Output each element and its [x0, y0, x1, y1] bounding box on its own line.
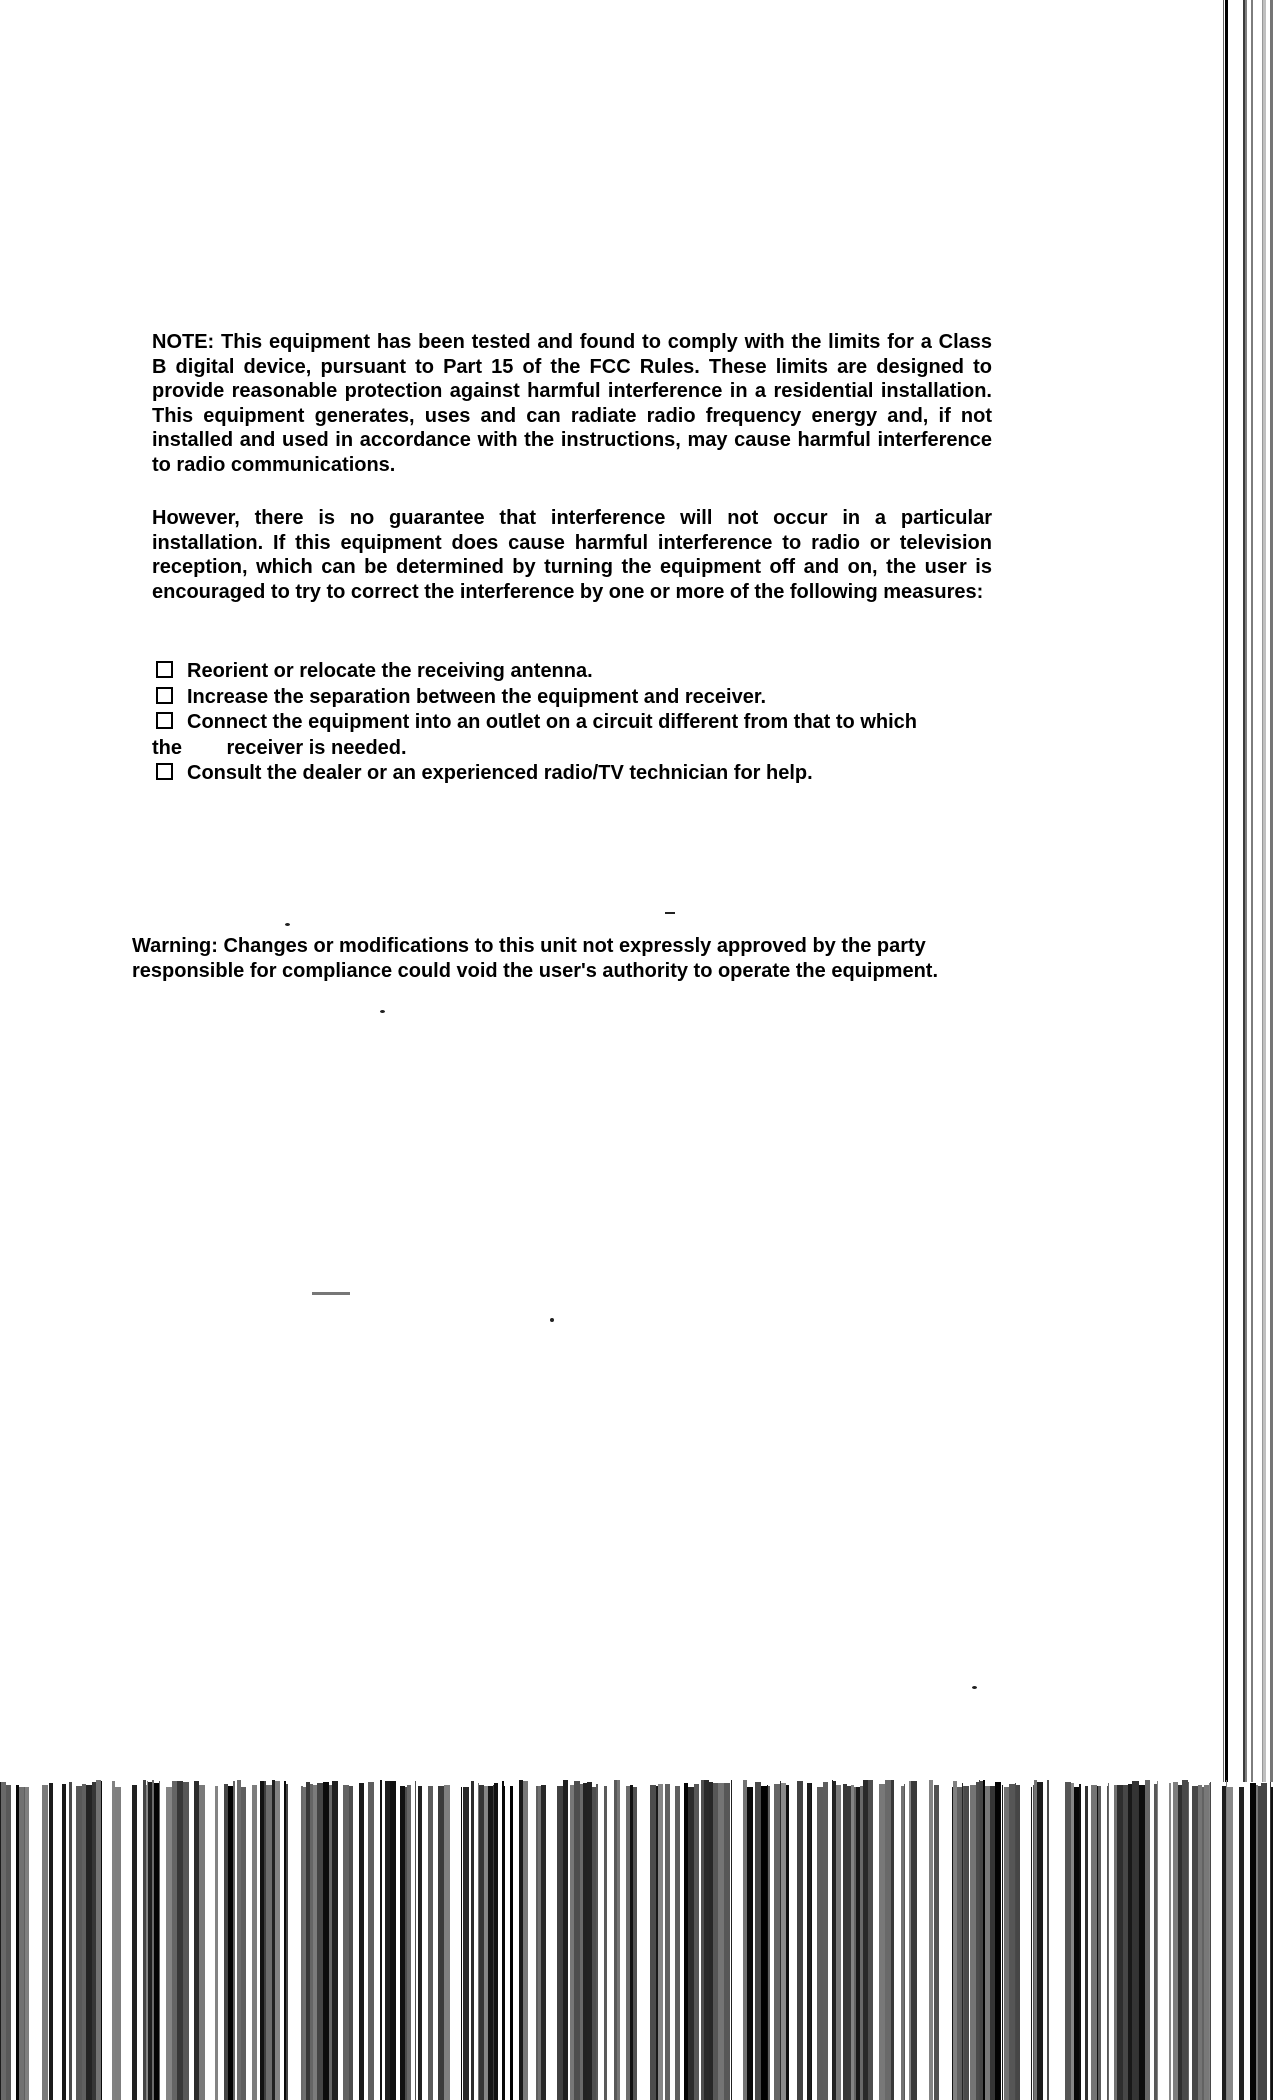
scan-noise-line	[718, 1783, 724, 2100]
scan-noise-line	[332, 1781, 338, 2100]
measure-text: Increase the separation between the equipment and receiver.	[187, 685, 767, 708]
scan-noise-line	[851, 1785, 854, 2100]
scan-noise-line	[587, 1782, 592, 2100]
scan-noise-line	[493, 1785, 494, 2100]
scan-noise-line	[199, 1785, 205, 2100]
scan-noise-line	[768, 1786, 770, 2100]
scan-noise-line	[275, 1781, 280, 2100]
scan-noise-line	[0, 1782, 1, 2100]
scan-noise-line	[313, 1785, 317, 2100]
scan-noise-line	[856, 1787, 860, 2100]
scan-noise-line	[786, 1785, 789, 2100]
scan-noise-line	[1145, 1780, 1150, 2100]
checkbox-square-icon	[156, 712, 173, 729]
scan-noise-line	[626, 1786, 630, 2100]
scan-noise-line	[879, 1784, 885, 2100]
scan-noise-line	[934, 1785, 939, 2100]
scan-noise-line	[1128, 1784, 1132, 2100]
checkbox-square-icon	[156, 687, 173, 704]
scan-noise-line	[1173, 1782, 1178, 2100]
checkbox-square-icon	[156, 661, 173, 678]
scan-noise-line	[1034, 1780, 1037, 2100]
scan-noise-line	[1204, 1785, 1209, 2100]
scan-noise-line	[418, 1786, 422, 2100]
scan-noise-line	[143, 1780, 146, 2100]
scan-noise-line	[368, 1782, 374, 2100]
scan-noise-line	[755, 1782, 761, 2100]
scan-noise-line	[985, 1786, 990, 2100]
scan-noise-line	[62, 1784, 66, 2100]
scan-noise-line	[953, 1781, 957, 2100]
scan-noise-line	[19, 1787, 24, 2100]
scan-noise-line	[148, 1782, 152, 2100]
scan-noise-line	[604, 1786, 607, 2100]
scan-noise-line	[86, 1785, 92, 2100]
measures-list	[152, 659, 992, 787]
scan-noise-line	[444, 1785, 450, 2100]
scan-noise-line	[1108, 1783, 1109, 2100]
scan-noise-line	[650, 1785, 656, 2100]
however-paragraph: However, there is no guarantee that interference will not occur in a particular installation. If this equipment does cause harmful interference to radio or television reception, which can be determined by turning the equipment off and on, the user is encouraged to try to correct the interference by one or more of the following measures:	[152, 507, 992, 603]
scan-noise-line	[317, 1783, 323, 2100]
scan-speck	[312, 1292, 350, 1295]
scan-noise-line	[995, 1782, 1001, 2100]
scan-noise-line	[241, 1787, 246, 2100]
scan-noise-line	[963, 1786, 964, 2100]
scan-noise-line	[836, 1785, 841, 2100]
scan-noise-line	[743, 1780, 747, 2100]
measure-item	[152, 761, 992, 787]
checkbox-square-icon	[156, 763, 173, 780]
scan-noise-line	[911, 1781, 917, 2100]
scan-noise-line	[854, 1787, 856, 2100]
scan-noise-line	[1227, 1787, 1233, 2100]
scan-noise-line	[272, 1780, 275, 2100]
scan-noise-line	[488, 1786, 493, 2100]
scan-bottom-noise	[0, 1760, 1273, 2100]
scan-noise-line	[633, 1787, 637, 2100]
scan-speck	[550, 1318, 554, 1322]
scan-noise-line	[970, 1785, 976, 2100]
scan-noise-line	[583, 1783, 587, 2100]
measure-item	[152, 685, 992, 711]
scan-noise-line	[407, 1785, 411, 2100]
scan-noise-line	[952, 1787, 953, 2100]
scan-noise-line	[405, 1787, 407, 2100]
scan-noise-line	[479, 1785, 484, 2100]
measure-text: Reorient or relocate the receiving antenna.	[187, 660, 593, 682]
scan-noise-line	[832, 1780, 833, 2100]
scan-noise-line	[1, 1782, 6, 2100]
scan-noise-line	[504, 1786, 505, 2100]
scan-noise-line	[797, 1781, 803, 2100]
scan-speck	[972, 1686, 977, 1689]
warning-paragraph: Warning: Changes or modifications to this unit not expressly approved by the party responsible for compliance could void the user's authority to operate the equipment.	[132, 935, 938, 982]
scan-noise-line	[1138, 1781, 1139, 2100]
scan-noise-line	[1117, 1785, 1123, 2100]
scan-noise-line	[1222, 1786, 1226, 2100]
scan-noise-line	[224, 1784, 228, 2100]
scan-noise-line	[563, 1780, 568, 2100]
scan-noise-line	[665, 1784, 670, 2100]
scan-noise-line	[152, 1780, 154, 2100]
scan-noise-line	[1239, 1787, 1244, 2100]
scan-noise-line	[1009, 1784, 1015, 2100]
measure-text: Connect the equipment into an outlet on a circuit different from that to which the receiver is needed.	[152, 711, 917, 759]
scan-noise-line	[713, 1783, 714, 2100]
scan-speck	[285, 923, 290, 926]
scan-noise-line	[1091, 1785, 1097, 2100]
scan-noise-line	[817, 1787, 823, 2100]
scan-noise-line	[1157, 1781, 1158, 2100]
scan-noise-line	[709, 1782, 713, 2100]
scan-noise-line	[42, 1785, 48, 2100]
scan-noise-line	[807, 1783, 811, 2100]
scan-noise-line	[264, 1781, 266, 2100]
scan-noise-line	[675, 1786, 680, 2100]
scan-noise-line	[656, 1786, 658, 2100]
scan-noise-line	[980, 1781, 983, 2100]
scan-noise-line	[1097, 1786, 1098, 2100]
scan-noise-line	[1002, 1785, 1003, 2100]
scan-noise-line	[301, 1786, 303, 2100]
scan-noise-line	[24, 1787, 25, 2100]
scan-noise-line	[780, 1781, 781, 2100]
scan-noise-line	[1098, 1786, 1101, 2100]
measure-item	[152, 659, 992, 685]
scan-noise-line	[847, 1786, 851, 2100]
scan-noise-line	[570, 1785, 574, 2100]
scan-noise-line	[596, 1784, 598, 2100]
scan-noise-line	[172, 1781, 177, 2100]
scan-noise-line	[1065, 1782, 1071, 2100]
measure-text: Consult the dealer or an experienced radio/TV technician for help.	[187, 762, 813, 784]
scan-noise-line	[843, 1784, 847, 2100]
scan-noise-line	[1071, 1783, 1074, 2100]
scan-noise-line	[415, 1781, 416, 2100]
scan-noise-line	[714, 1783, 718, 2100]
scan-noise-line	[284, 1781, 286, 2100]
scan-noise-line	[774, 1784, 780, 2100]
scan-noise-line	[194, 1781, 199, 2100]
scan-noise-line	[957, 1787, 962, 2100]
note-paragraph: NOTE: This equipment has been tested and found to comply with the limits for a Class B digital device, pursuant to Part 15 of the FCC Rules. These limits are designed to provide reasonable protection against harmful interference in a residential installation. This equipment generates, uses and can radiate radio frequency energy and, if not installed and used in accordance with the instructions, may cause harmful interference to radio communications.	[152, 331, 992, 476]
scan-noise-line	[6, 1785, 11, 2100]
scan-noise-line	[25, 1787, 29, 2100]
scan-noise-line	[1182, 1780, 1188, 2100]
scan-noise-line	[1016, 1785, 1020, 2100]
scan-noise-line	[1085, 1786, 1088, 2100]
scan-noise-line	[1169, 1783, 1171, 2100]
scan-noise-line	[1107, 1786, 1108, 2100]
scan-noise-line	[747, 1787, 753, 2100]
scan-noise-line	[630, 1785, 633, 2100]
scan-noise-line	[1250, 1783, 1256, 2100]
scan-noise-line	[658, 1784, 663, 2100]
scan-noise-line	[1202, 1787, 1204, 2100]
scan-noise-line	[1258, 1786, 1261, 2100]
scan-noise-line	[1226, 1780, 1227, 2100]
scan-noise-line	[592, 1787, 596, 2100]
scan-noise-line	[96, 1780, 101, 2100]
scan-noise-line	[502, 1781, 504, 2100]
scan-noise-line	[1004, 1787, 1009, 2100]
scan-noise-line	[166, 1787, 172, 2100]
scan-noise-line	[1270, 1782, 1271, 2100]
scan-noise-line	[1256, 1785, 1258, 2100]
scan-noise-line	[154, 1783, 159, 2100]
scan-noise-line	[343, 1785, 349, 2100]
scan-noise-line	[115, 1787, 121, 2100]
scan-noise-line	[781, 1783, 786, 2100]
scan-noise-line	[101, 1781, 102, 2100]
scan-noise-line	[1074, 1787, 1079, 2100]
scan-noise-line	[901, 1786, 904, 2100]
scan-noise-line	[323, 1782, 329, 2100]
scan-noise-line	[132, 1785, 137, 2100]
scan-noise-line	[286, 1784, 288, 2100]
scan-noise-line	[811, 1783, 812, 2100]
scan-noise-line	[976, 1782, 979, 2100]
scan-noise-line	[310, 1784, 313, 2100]
scan-noise-line	[1123, 1785, 1128, 2100]
scan-noise-line	[823, 1782, 828, 2100]
scan-noise-line	[684, 1783, 688, 2100]
scan-noise-line	[471, 1781, 474, 2100]
scan-noise-line	[159, 1781, 160, 2100]
scan-noise-line	[400, 1786, 405, 2100]
scan-noise-line	[614, 1780, 617, 2100]
scan-noise-line	[1132, 1781, 1138, 2100]
scan-noise-line	[428, 1786, 433, 2100]
scan-noise-line	[983, 1780, 985, 2100]
scan-noise-line	[1033, 1785, 1034, 2100]
scan-noise-line	[860, 1786, 863, 2100]
scan-noise-line	[731, 1780, 732, 2100]
scan-noise-line	[306, 1782, 310, 2100]
scan-noise-line	[266, 1785, 272, 2100]
scan-noise-line	[228, 1786, 233, 2100]
scan-noise-line	[761, 1786, 767, 2100]
scan-noise-line	[359, 1783, 364, 2100]
scan-noise-line	[463, 1787, 469, 2100]
scan-noise-line	[891, 1780, 894, 2100]
scan-noise-line	[1210, 1782, 1211, 2100]
scan-noise-line	[1154, 1784, 1157, 2100]
scan-noise-line	[510, 1786, 513, 2100]
scan-noise-line	[519, 1780, 523, 2100]
scan-noise-line	[494, 1783, 498, 2100]
scan-noise-line	[833, 1781, 836, 2100]
scan-noise-line	[541, 1785, 546, 2100]
scan-noise-line	[701, 1780, 704, 2100]
scan-noise-line	[177, 1781, 183, 2100]
scan-noise-line	[909, 1781, 911, 2100]
scan-noise-line	[1114, 1785, 1117, 2100]
scan-noise-line	[1178, 1785, 1182, 2100]
scan-noise-line	[303, 1787, 306, 2100]
scan-noise-line	[260, 1781, 264, 2100]
scan-noise-line	[694, 1784, 699, 2100]
scan-noise-line	[16, 1785, 19, 2100]
scan-noise-line	[147, 1781, 148, 2100]
scan-noise-line	[438, 1786, 444, 2100]
scan-noise-line	[349, 1786, 353, 2100]
scan-noise-line	[215, 1786, 218, 2100]
scan-noise-line	[183, 1782, 189, 2100]
scan-noise-line	[112, 1781, 115, 2100]
scan-noise-line	[461, 1787, 462, 2100]
scan-noise-line	[380, 1780, 382, 2100]
scan-noise-line	[962, 1783, 963, 2100]
scan-noise-line	[1037, 1782, 1043, 2100]
scan-noise-line	[76, 1786, 82, 2100]
scan-noise-line	[538, 1786, 541, 2100]
scan-noise-line	[979, 1780, 980, 2100]
scan-noise-line	[252, 1785, 257, 2100]
scan-noise-line	[233, 1781, 235, 2100]
scan-noise-line	[688, 1787, 694, 2100]
scan-noise-line	[484, 1786, 488, 2100]
scan-noise-line	[1139, 1785, 1145, 2100]
scan-noise-line	[1198, 1785, 1202, 2100]
scan-noise-line	[478, 1783, 479, 2100]
scan-noise-line	[904, 1784, 905, 2100]
scan-noise-line	[868, 1780, 873, 2100]
scan-noise-line	[929, 1780, 933, 2100]
scan-speck	[380, 1010, 385, 1013]
scan-noise-line	[724, 1783, 730, 2100]
scan-noise-line	[557, 1786, 563, 2100]
scan-noise-line	[1079, 1784, 1081, 2100]
scan-noise-line	[964, 1786, 969, 2100]
measure-item	[152, 710, 992, 761]
scan-noise-line	[385, 1781, 390, 2100]
scan-noise-line	[885, 1780, 891, 2100]
scan-noise-line	[1015, 1783, 1016, 2100]
scan-speck	[665, 912, 675, 914]
scan-noise-line	[69, 1782, 72, 2100]
scan-noise-line	[92, 1782, 96, 2100]
scan-noise-line	[390, 1781, 396, 2100]
scan-noise-line	[1209, 1783, 1210, 2100]
scan-noise-line	[1031, 1787, 1032, 2100]
scan-noise-line	[523, 1781, 528, 2100]
scan-noise-line	[574, 1781, 580, 2100]
scan-noise-line	[1261, 1783, 1267, 2100]
scan-noise-line	[1047, 1780, 1049, 2100]
scan-noise-line	[617, 1780, 620, 2100]
scan-noise-line	[237, 1780, 241, 2100]
scan-noise-line	[1192, 1786, 1198, 2100]
scan-noise-line	[704, 1780, 709, 2100]
scan-noise-line	[536, 1786, 538, 2100]
scan-noise-line	[767, 1785, 768, 2100]
scan-noise-line	[863, 1780, 868, 2100]
scan-noise-line	[990, 1786, 995, 2100]
scan-noise-line	[49, 1783, 53, 2100]
scan-noise-line	[1188, 1782, 1189, 2100]
scan-noise-line	[82, 1784, 86, 2100]
scan-noise-line	[146, 1785, 147, 2100]
scan-noise-line	[580, 1784, 583, 2100]
scan-noise-line	[329, 1785, 332, 2100]
